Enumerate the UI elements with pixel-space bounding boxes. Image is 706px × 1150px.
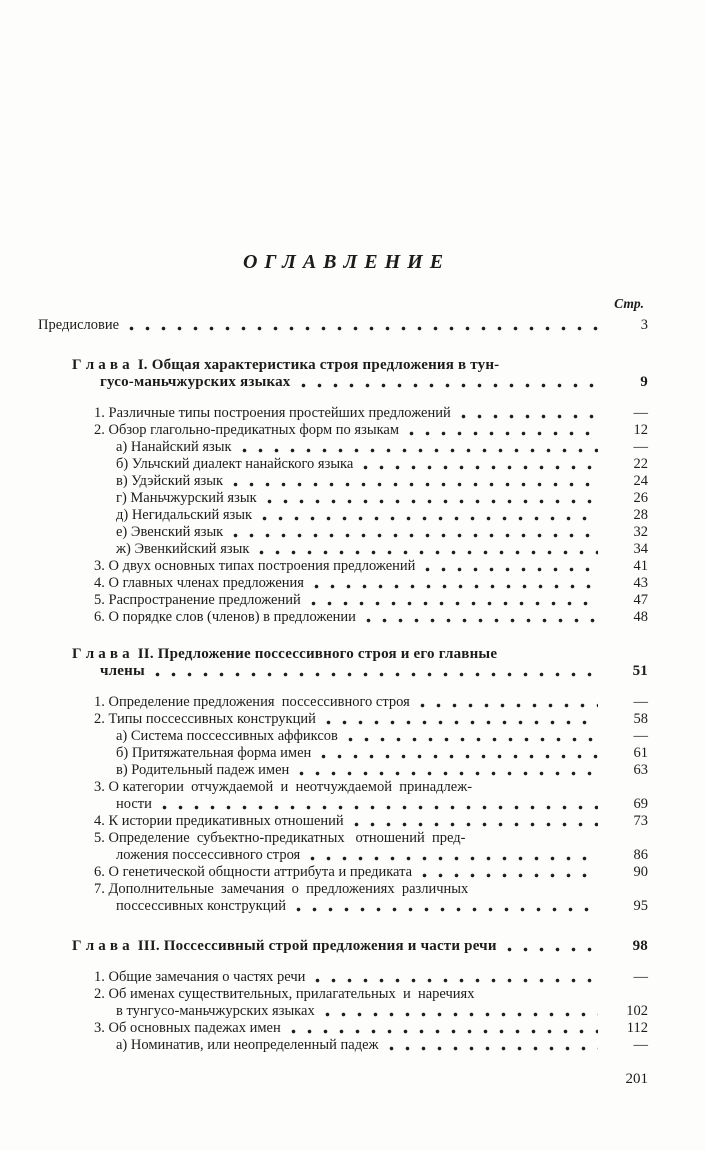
dot-leader: [262, 516, 598, 521]
toc-entry-line: [38, 779, 648, 796]
toc-entry-text: ж) Эвенкийский язык: [116, 541, 250, 557]
toc-page-number: 63: [633, 762, 648, 778]
dot-leader: [311, 601, 598, 606]
toc-entry-text: е) Эвенский язык: [116, 524, 224, 540]
toc-entry-text: 7. Дополнительные замечания о предложениях различных: [94, 881, 469, 897]
toc-entry-line: [38, 830, 648, 847]
toc-entry-line: [38, 592, 648, 609]
toc-entry-line: [38, 728, 648, 745]
toc-page-number: 102: [626, 1003, 648, 1019]
toc-entry-text: Предисловие: [38, 317, 120, 333]
dot-leader: [348, 737, 598, 742]
toc-page-number: 22: [633, 456, 648, 472]
toc-entry-line: [38, 663, 648, 680]
table-of-contents: [38, 317, 648, 1054]
toc-page-number: 28: [633, 507, 648, 523]
toc-entry-line: [38, 864, 648, 881]
toc-entry-line: [38, 938, 648, 955]
dot-leader: [420, 703, 598, 708]
toc-entry-line: [38, 694, 648, 711]
toc-entry-text: 1. Различные типы построения простейших предложений: [94, 405, 451, 421]
toc-entry-line: [38, 969, 648, 986]
toc-page-number: 24: [633, 473, 648, 489]
toc-entry-text: 3. О категории отчуждаемой и неотчуждаемой принадлеж-: [94, 779, 473, 795]
toc-entry-text: 5. Определение субъектно-предикатных отношений пред-: [94, 830, 466, 846]
toc-entry-text: д) Негидальский язык: [116, 507, 253, 523]
toc-entry-line: [38, 646, 648, 663]
toc-entry-text: а) Система поссессивных аффиксов: [116, 728, 338, 744]
toc-entry-text: б) Ульчский диалект нанайского языка: [116, 456, 354, 472]
toc-page-number: 73: [633, 813, 648, 829]
toc-page-number: —: [633, 728, 648, 744]
toc-entry-line: [38, 456, 648, 473]
toc-entry-line: [38, 796, 648, 813]
toc-page-number: 32: [633, 524, 648, 540]
toc-entry-text: Г л а в а II. Предложение поссессивного строя и его главные: [72, 646, 498, 662]
toc-entry-text: а) Нанайский язык: [116, 439, 232, 455]
toc-entry-line: [38, 541, 648, 558]
dot-leader: [354, 822, 598, 827]
toc-entry-line: [38, 374, 648, 391]
toc-entry-text: г) Маньчжурский язык: [116, 490, 257, 506]
toc-entry-line: [38, 745, 648, 762]
dot-leader: [363, 465, 598, 470]
toc-page-number: 98: [632, 938, 648, 954]
dot-leader: [233, 482, 598, 487]
toc-page-number: 69: [633, 796, 648, 812]
dot-leader: [267, 499, 598, 504]
dot-leader: [321, 754, 598, 759]
page-title: ОГЛАВЛЕНИЕ: [242, 251, 451, 273]
toc-entry-text: 2. Об именах существительных, прилагательных и наречиях: [94, 986, 475, 1002]
toc-entry-line: [38, 405, 648, 422]
toc-page-number: 3: [640, 317, 648, 333]
dot-leader: [301, 383, 599, 388]
dot-leader: [461, 414, 598, 419]
toc-entry-text: 3. Об основных падежах имен: [94, 1020, 281, 1036]
toc-entry-text: гусо-маньчжурских языках: [100, 374, 291, 390]
toc-entry-text: 5. Распространение предложений: [94, 592, 301, 608]
dot-leader: [507, 947, 598, 952]
dot-leader: [291, 1029, 598, 1034]
toc-page-number: 86: [633, 847, 648, 863]
toc-page-number: 47: [633, 592, 648, 608]
toc-entry-text: в тунгусо-маньчжурских языках: [116, 1003, 315, 1019]
toc-page-number: —: [633, 439, 648, 455]
dot-leader: [299, 771, 598, 776]
dot-leader: [422, 873, 598, 878]
toc-entry-text: ложения поссессивного строя: [116, 847, 301, 863]
toc-entry-line: [38, 524, 648, 541]
toc-page-number: 58: [633, 711, 648, 727]
dot-leader: [366, 618, 598, 623]
toc-entry-text: Г л а в а I. Общая характеристика строя предложения в тун-: [72, 357, 500, 373]
toc-entry-line: [38, 473, 648, 490]
toc-entry-text: 1. Определение предложения поссессивного строя: [94, 694, 410, 710]
toc-entry-text: а) Номинатив, или неопределенный падеж: [116, 1037, 379, 1053]
toc-entry-line: [38, 986, 648, 1003]
toc-entry-line: [38, 847, 648, 864]
toc-entry-text: в) Удэйский язык: [116, 473, 224, 489]
toc-page-number: 61: [633, 745, 648, 761]
toc-page-number: —: [633, 405, 648, 421]
toc-entry-text: 2. Обзор глагольно-предикатных форм по языкам: [94, 422, 400, 438]
dot-leader: [129, 326, 598, 331]
dot-leader: [296, 907, 598, 912]
toc-entry-line: [38, 357, 648, 374]
toc-entry-text: Г л а в а III. Поссессивный строй предложения и части речи: [72, 938, 497, 954]
dot-leader: [326, 720, 598, 725]
toc-page-number: 90: [633, 864, 648, 880]
toc-entry-text: ности: [116, 796, 152, 812]
toc-entry-line: [38, 439, 648, 456]
toc-entry-line: [38, 898, 648, 915]
toc-page-number: 26: [633, 490, 648, 506]
toc-entry-text: 3. О двух основных типах построения предложений: [94, 558, 416, 574]
dot-leader: [242, 448, 598, 453]
toc-page-number: 95: [633, 898, 648, 914]
dot-leader: [389, 1046, 598, 1051]
dot-leader: [162, 805, 598, 810]
toc-entry-text: 1. Общие замечания о частях речи: [94, 969, 306, 985]
dot-leader: [409, 431, 598, 436]
toc-entry-line: [38, 1003, 648, 1020]
toc-entry-line: [38, 490, 648, 507]
toc-page-number: 51: [632, 663, 648, 679]
toc-entry-text: 6. О генетической общности аттрибута и предиката: [94, 864, 413, 880]
toc-entry-line: [38, 317, 648, 334]
toc-page-number: 41: [633, 558, 648, 574]
toc-entry-line: [38, 813, 648, 830]
toc-entry-text: в) Родительный падеж имен: [116, 762, 290, 778]
toc-entry-line: [38, 711, 648, 728]
toc-entry-text: 4. К истории предикативных отношений: [94, 813, 344, 829]
toc-entry-line: [38, 609, 648, 626]
toc-entry-text: 6. О порядке слов (членов) в предложении: [94, 609, 356, 625]
toc-page-number: —: [633, 969, 648, 985]
toc-entry-text: члены: [100, 663, 145, 679]
toc-entry-text: 2. Типы поссессивных конструкций: [94, 711, 316, 727]
toc-entry-line: [38, 422, 648, 439]
toc-page-number: 48: [633, 609, 648, 625]
toc-page-number: 112: [626, 1020, 648, 1036]
dot-leader: [233, 533, 598, 538]
toc-entry-text: поссессивных конструкций: [116, 898, 286, 914]
dot-leader: [310, 856, 598, 861]
page-column-header: Стр.: [614, 296, 644, 311]
toc-entry-line: [38, 762, 648, 779]
folio-page-number: 201: [625, 1071, 648, 1087]
toc-entry-text: 4. О главных членах предложения: [94, 575, 304, 591]
toc-page-number: 34: [633, 541, 648, 557]
toc-page-number: 43: [633, 575, 648, 591]
toc-entry-line: [38, 507, 648, 524]
toc-entry-line: [38, 1037, 648, 1054]
toc-page-number: 12: [633, 422, 648, 438]
toc-entry-text: б) Притяжательная форма имен: [116, 745, 312, 761]
toc-page-number: —: [633, 694, 648, 710]
toc-entry-line: [38, 881, 648, 898]
dot-leader: [314, 584, 598, 589]
dot-leader: [425, 567, 598, 572]
toc-entry-line: [38, 575, 648, 592]
toc-page-number: 9: [640, 374, 648, 390]
toc-entry-line: [38, 1020, 648, 1037]
toc-entry-line: [38, 558, 648, 575]
dot-leader: [259, 550, 598, 555]
dot-leader: [155, 672, 598, 677]
dot-leader: [315, 978, 598, 983]
dot-leader: [325, 1012, 598, 1017]
toc-page-number: —: [633, 1037, 648, 1053]
